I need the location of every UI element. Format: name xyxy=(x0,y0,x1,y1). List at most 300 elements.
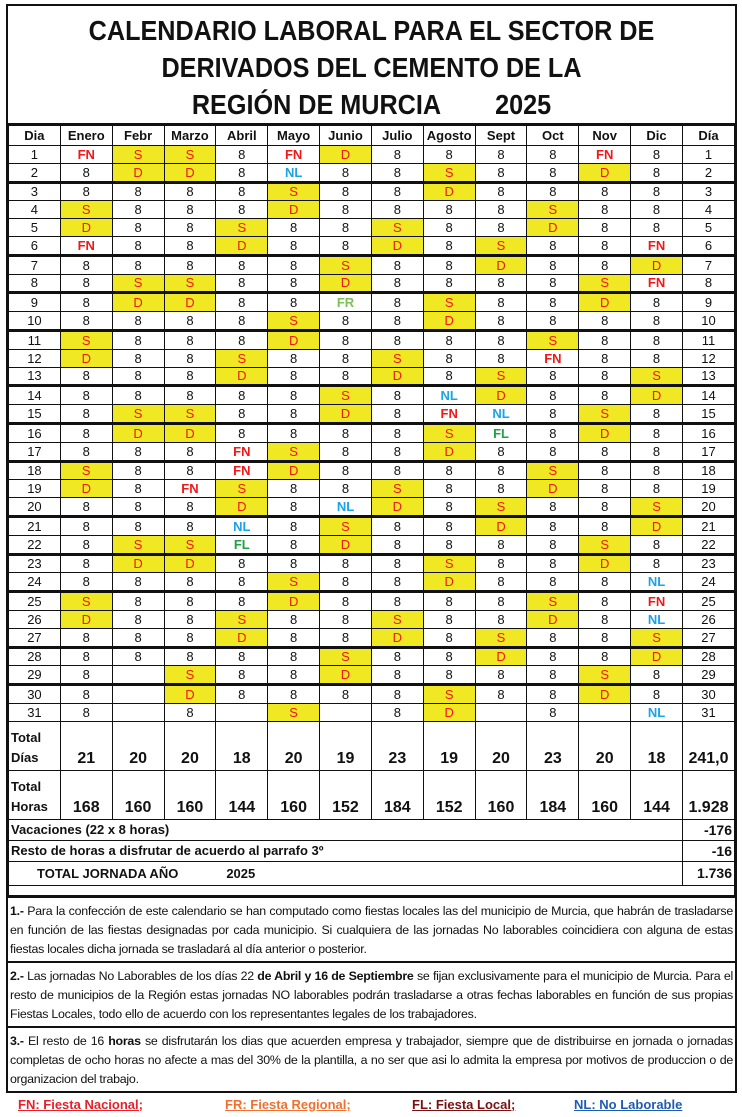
total-horas-value-grand-total: 1.928 xyxy=(682,770,734,819)
day-cell: 8 xyxy=(475,480,527,498)
day-row xyxy=(9,647,735,666)
day-cell: 8 xyxy=(112,349,164,367)
blank-row xyxy=(9,885,735,895)
day-number-right: 31 xyxy=(682,703,734,721)
day-cell: FN xyxy=(423,405,475,424)
day-number-right: 28 xyxy=(682,647,734,666)
day-cell: 8 xyxy=(216,255,268,274)
title-line-2: DERIVADOS DEL CEMENTO DE LA xyxy=(161,52,582,83)
day-cell: 8 xyxy=(268,274,320,293)
resto-label: Resto de horas a disfrutar de acuerdo al parrafo 3º xyxy=(9,840,683,861)
day-number-right: 30 xyxy=(682,685,734,704)
day-cell: D xyxy=(631,647,683,666)
column-header: Día xyxy=(682,126,734,146)
day-cell: 8 xyxy=(423,480,475,498)
day-cell: 8 xyxy=(268,647,320,666)
day-cell: 8 xyxy=(320,554,372,573)
day-number: 3 xyxy=(9,182,61,201)
total-horas-value: 168 xyxy=(60,770,112,819)
day-cell: 8 xyxy=(527,255,579,274)
day-cell: D xyxy=(320,535,372,554)
day-cell: 8 xyxy=(320,423,372,442)
day-cell: 8 xyxy=(527,442,579,461)
day-cell: S xyxy=(216,349,268,367)
day-cell: S xyxy=(216,219,268,237)
total-horas-label: Total Horas xyxy=(9,770,61,819)
column-header: Agosto xyxy=(423,126,475,146)
day-cell: 8 xyxy=(631,423,683,442)
day-cell: 8 xyxy=(112,610,164,628)
day-cell: NL xyxy=(216,516,268,535)
day-cell: 8 xyxy=(320,480,372,498)
day-cell: S xyxy=(268,703,320,721)
day-cell: 8 xyxy=(112,386,164,405)
day-cell: 8 xyxy=(268,498,320,517)
day-cell: D xyxy=(112,293,164,312)
resto-value: -16 xyxy=(682,840,734,861)
day-cell: D xyxy=(60,349,112,367)
day-cell: FL xyxy=(216,535,268,554)
day-cell: 8 xyxy=(268,685,320,704)
total-horas-value: 160 xyxy=(475,770,527,819)
day-cell: 8 xyxy=(268,386,320,405)
total-horas-value: 152 xyxy=(423,770,475,819)
day-cell: D xyxy=(631,255,683,274)
day-cell: 8 xyxy=(60,666,112,685)
day-cell: 8 xyxy=(371,516,423,535)
total-dias-value-grand-total: 241,0 xyxy=(682,721,734,770)
day-cell: 8 xyxy=(320,182,372,201)
day-cell: 8 xyxy=(423,236,475,255)
day-cell: 8 xyxy=(423,666,475,685)
vacaciones-value: -176 xyxy=(682,819,734,840)
day-cell: D xyxy=(60,480,112,498)
day-cell: 8 xyxy=(579,610,631,628)
day-cell: D xyxy=(475,647,527,666)
day-cell: D xyxy=(423,573,475,592)
day-cell: FN xyxy=(527,349,579,367)
day-row xyxy=(9,255,735,274)
day-row xyxy=(9,703,735,721)
day-number-right: 3 xyxy=(682,182,734,201)
day-cell: 8 xyxy=(60,405,112,424)
day-cell: NL xyxy=(631,703,683,721)
day-number: 26 xyxy=(9,610,61,628)
day-cell: 8 xyxy=(475,274,527,293)
day-number-right: 19 xyxy=(682,480,734,498)
day-number: 15 xyxy=(9,405,61,424)
day-row xyxy=(9,610,735,628)
day-cell: FN xyxy=(216,461,268,480)
day-cell: 8 xyxy=(475,535,527,554)
day-cell: NL xyxy=(320,498,372,517)
day-cell: S xyxy=(268,182,320,201)
title-line-1: CALENDARIO LABORAL PARA EL SECTOR DE xyxy=(88,15,655,46)
day-cell: 8 xyxy=(579,498,631,517)
day-number: 12 xyxy=(9,349,61,367)
day-cell: 8 xyxy=(164,201,216,219)
day-number: 9 xyxy=(9,293,61,312)
day-row xyxy=(9,573,735,592)
day-cell: 8 xyxy=(371,461,423,480)
day-cell: NL xyxy=(423,386,475,405)
day-cell: 8 xyxy=(579,349,631,367)
day-cell: 8 xyxy=(320,330,372,349)
day-row xyxy=(9,293,735,312)
day-row xyxy=(9,367,735,386)
day-number: 16 xyxy=(9,423,61,442)
day-cell: 8 xyxy=(423,367,475,386)
day-cell: 8 xyxy=(216,666,268,685)
day-cell: 8 xyxy=(371,573,423,592)
day-number-right: 9 xyxy=(682,293,734,312)
day-cell: 8 xyxy=(423,535,475,554)
day-cell: D xyxy=(579,293,631,312)
day-cell: 8 xyxy=(579,312,631,331)
day-cell: 8 xyxy=(371,405,423,424)
day-cell: D xyxy=(60,219,112,237)
day-cell: 8 xyxy=(579,592,631,611)
day-cell: 8 xyxy=(320,163,372,182)
day-row xyxy=(9,312,735,331)
day-cell: D xyxy=(268,592,320,611)
day-cell: 8 xyxy=(631,201,683,219)
day-cell: 8 xyxy=(527,274,579,293)
day-cell: 8 xyxy=(475,330,527,349)
day-cell: D xyxy=(112,423,164,442)
day-number-right: 14 xyxy=(682,386,734,405)
day-cell: 8 xyxy=(60,573,112,592)
day-cell: 8 xyxy=(216,573,268,592)
total-horas-value: 144 xyxy=(631,770,683,819)
day-number: 30 xyxy=(9,685,61,704)
day-cell: S xyxy=(371,219,423,237)
day-number: 19 xyxy=(9,480,61,498)
day-number-right: 23 xyxy=(682,554,734,573)
day-cell: FN xyxy=(164,480,216,498)
day-cell: 8 xyxy=(216,146,268,164)
day-number: 23 xyxy=(9,554,61,573)
day-cell: 8 xyxy=(268,554,320,573)
column-header: Sept xyxy=(475,126,527,146)
day-cell: 8 xyxy=(60,163,112,182)
day-cell: NL xyxy=(475,405,527,424)
day-cell: 8 xyxy=(216,163,268,182)
day-cell: 8 xyxy=(371,274,423,293)
day-cell: 8 xyxy=(631,146,683,164)
day-cell: D xyxy=(631,386,683,405)
day-cell: 8 xyxy=(60,255,112,274)
day-row xyxy=(9,535,735,554)
day-cell: 8 xyxy=(112,647,164,666)
day-cell: 8 xyxy=(631,182,683,201)
blank-cell xyxy=(9,885,735,895)
day-cell: 8 xyxy=(475,146,527,164)
day-cell: S xyxy=(60,330,112,349)
day-cell: 8 xyxy=(112,201,164,219)
day-cell: FN xyxy=(60,146,112,164)
day-cell: 8 xyxy=(527,703,579,721)
day-cell: 8 xyxy=(423,592,475,611)
day-cell: S xyxy=(423,293,475,312)
day-cell: 8 xyxy=(527,628,579,647)
day-number-right: 24 xyxy=(682,573,734,592)
day-cell: 8 xyxy=(371,163,423,182)
day-cell: 8 xyxy=(164,628,216,647)
column-header: Junio xyxy=(320,126,372,146)
day-cell: D xyxy=(475,255,527,274)
total-jornada-year: 2025 xyxy=(226,865,256,881)
day-cell: 8 xyxy=(527,386,579,405)
day-number: 4 xyxy=(9,201,61,219)
day-cell: 8 xyxy=(423,461,475,480)
day-cell: 8 xyxy=(320,610,372,628)
day-cell: S xyxy=(164,535,216,554)
day-cell: 8 xyxy=(475,610,527,628)
column-header: Julio xyxy=(371,126,423,146)
day-cell: 8 xyxy=(423,219,475,237)
day-cell: 8 xyxy=(216,312,268,331)
total-dias-value: 19 xyxy=(320,721,372,770)
day-number-right: 2 xyxy=(682,163,734,182)
total-horas-value: 184 xyxy=(371,770,423,819)
day-cell: 8 xyxy=(527,516,579,535)
day-cell: 8 xyxy=(320,592,372,611)
day-cell: 8 xyxy=(268,236,320,255)
day-cell: 8 xyxy=(371,312,423,331)
day-cell: 8 xyxy=(475,592,527,611)
day-number: 14 xyxy=(9,386,61,405)
day-cell: S xyxy=(268,573,320,592)
day-cell: 8 xyxy=(527,685,579,704)
day-cell: D xyxy=(371,367,423,386)
day-cell: 8 xyxy=(60,274,112,293)
day-cell: S xyxy=(320,516,372,535)
day-cell: 8 xyxy=(320,219,372,237)
day-cell: 8 xyxy=(527,666,579,685)
day-cell xyxy=(112,703,164,721)
day-row xyxy=(9,516,735,535)
day-cell: 8 xyxy=(216,330,268,349)
day-cell: 8 xyxy=(112,255,164,274)
day-cell: 8 xyxy=(475,163,527,182)
total-horas-value: 184 xyxy=(527,770,579,819)
day-cell: NL xyxy=(631,573,683,592)
day-cell: S xyxy=(371,349,423,367)
day-cell: 8 xyxy=(579,516,631,535)
header-row xyxy=(9,126,735,146)
day-cell: 8 xyxy=(631,535,683,554)
day-row xyxy=(9,219,735,237)
day-cell: 8 xyxy=(60,554,112,573)
total-jornada-label: TOTAL JORNADA AÑO xyxy=(37,865,179,881)
day-row xyxy=(9,480,735,498)
day-cell: 8 xyxy=(164,516,216,535)
day-cell: NL xyxy=(631,610,683,628)
day-cell: D xyxy=(475,516,527,535)
day-cell: 8 xyxy=(631,349,683,367)
day-cell: 8 xyxy=(579,480,631,498)
day-cell: 8 xyxy=(216,592,268,611)
day-cell: 8 xyxy=(631,685,683,704)
day-number: 1 xyxy=(9,146,61,164)
day-cell: 8 xyxy=(164,610,216,628)
day-cell: D xyxy=(320,146,372,164)
day-row xyxy=(9,461,735,480)
calendar-table xyxy=(8,125,735,896)
day-row xyxy=(9,274,735,293)
day-cell: S xyxy=(60,201,112,219)
day-cell: 8 xyxy=(475,312,527,331)
note-1: 1.- Para la confección de este calendario se han computado como fiestas locales las del municipio de Murcia, que habrán de trasladarse en función de las fiestas designadas por cada municipio. Si cualquiera de las jornadas No laborables coincidiera con alguna de estas fiestas locales dicha jornada se trasladará al día anterior o posterior. xyxy=(8,896,735,961)
day-number: 29 xyxy=(9,666,61,685)
day-number: 7 xyxy=(9,255,61,274)
day-number: 25 xyxy=(9,592,61,611)
total-dias-value: 20 xyxy=(164,721,216,770)
day-cell: 8 xyxy=(475,554,527,573)
day-cell: 8 xyxy=(527,554,579,573)
legend-fl: FL: Fiesta Local; xyxy=(412,1096,516,1112)
day-cell: D xyxy=(579,685,631,704)
day-cell: 8 xyxy=(320,201,372,219)
day-cell: 8 xyxy=(527,293,579,312)
day-cell: 8 xyxy=(371,146,423,164)
day-cell: 8 xyxy=(631,442,683,461)
day-number-right: 18 xyxy=(682,461,734,480)
day-cell: D xyxy=(423,182,475,201)
day-cell: D xyxy=(371,498,423,517)
day-cell: S xyxy=(423,163,475,182)
day-number-right: 25 xyxy=(682,592,734,611)
total-jornada-row xyxy=(9,861,735,885)
day-cell: S xyxy=(216,610,268,628)
day-cell: D xyxy=(216,236,268,255)
day-cell: 8 xyxy=(164,703,216,721)
day-cell: 8 xyxy=(216,423,268,442)
day-number-right: 21 xyxy=(682,516,734,535)
day-cell: D xyxy=(320,666,372,685)
day-cell: 8 xyxy=(579,219,631,237)
day-cell: 8 xyxy=(112,628,164,647)
day-number: 22 xyxy=(9,535,61,554)
day-cell: 8 xyxy=(60,647,112,666)
note-3: 3.- El resto de 16 horas se disfrutarán los dias que acuerden empresa y trabajador, siempre que de distribuirse en jornada o jornadas completas de ocho horas no afecte a mas del 30% de la plantilla, a no ser que asi lo admita la empresa por motivos de produccion o de organizacion del trabajo. xyxy=(8,1026,735,1091)
day-cell: D xyxy=(579,163,631,182)
day-cell: 8 xyxy=(60,442,112,461)
day-cell: 8 xyxy=(579,236,631,255)
day-cell: D xyxy=(579,423,631,442)
day-cell: 8 xyxy=(423,516,475,535)
day-cell: 8 xyxy=(423,498,475,517)
day-cell: 8 xyxy=(216,647,268,666)
day-cell xyxy=(216,703,268,721)
day-cell: FN xyxy=(631,274,683,293)
day-cell: 8 xyxy=(371,703,423,721)
day-cell: S xyxy=(112,274,164,293)
day-row xyxy=(9,163,735,182)
day-cell: 8 xyxy=(371,330,423,349)
day-cell: 8 xyxy=(216,405,268,424)
day-cell: 8 xyxy=(164,498,216,517)
day-cell: S xyxy=(112,146,164,164)
day-cell: 8 xyxy=(320,685,372,704)
day-cell: S xyxy=(423,423,475,442)
day-cell: 8 xyxy=(475,219,527,237)
calendar-frame xyxy=(6,4,737,1093)
day-row xyxy=(9,685,735,704)
title-line-3: REGIÓN DE MURCIA xyxy=(191,89,442,120)
legend xyxy=(0,1097,742,1117)
day-cell: 8 xyxy=(371,554,423,573)
day-cell: D xyxy=(216,367,268,386)
day-cell: D xyxy=(423,442,475,461)
day-cell: 8 xyxy=(268,516,320,535)
day-cell: D xyxy=(164,685,216,704)
day-cell: 8 xyxy=(320,349,372,367)
day-cell: 8 xyxy=(371,647,423,666)
day-cell: 8 xyxy=(320,367,372,386)
day-cell: 8 xyxy=(216,685,268,704)
day-cell: S xyxy=(579,405,631,424)
day-cell: 8 xyxy=(216,274,268,293)
day-cell: 8 xyxy=(423,201,475,219)
day-cell: D xyxy=(423,312,475,331)
column-header: Mayo xyxy=(268,126,320,146)
day-number-right: 20 xyxy=(682,498,734,517)
day-cell: S xyxy=(60,592,112,611)
day-cell: S xyxy=(579,535,631,554)
day-cell: D xyxy=(216,628,268,647)
legend-fr: FR: Fiesta Regional; xyxy=(225,1096,351,1112)
day-cell: 8 xyxy=(268,423,320,442)
day-number-right: 22 xyxy=(682,535,734,554)
day-cell: 8 xyxy=(579,461,631,480)
day-cell: D xyxy=(527,610,579,628)
day-cell: 8 xyxy=(164,461,216,480)
day-number: 21 xyxy=(9,516,61,535)
day-cell: 8 xyxy=(164,592,216,611)
total-dias-value: 21 xyxy=(60,721,112,770)
day-cell: 8 xyxy=(423,349,475,367)
day-cell: S xyxy=(164,405,216,424)
day-cell: 8 xyxy=(320,461,372,480)
column-header: Marzo xyxy=(164,126,216,146)
day-cell: S xyxy=(268,442,320,461)
day-cell: 8 xyxy=(423,610,475,628)
day-cell: 8 xyxy=(527,423,579,442)
day-cell: S xyxy=(216,480,268,498)
day-cell: D xyxy=(216,498,268,517)
day-cell: 8 xyxy=(631,312,683,331)
day-row xyxy=(9,349,735,367)
day-number-right: 8 xyxy=(682,274,734,293)
day-cell: D xyxy=(579,554,631,573)
day-number: 10 xyxy=(9,312,61,331)
day-cell: D xyxy=(423,703,475,721)
day-cell: D xyxy=(527,219,579,237)
day-cell: 8 xyxy=(112,516,164,535)
day-cell: S xyxy=(631,367,683,386)
day-cell: 8 xyxy=(60,628,112,647)
day-cell: 8 xyxy=(60,312,112,331)
day-cell: S xyxy=(475,498,527,517)
day-cell: S xyxy=(164,666,216,685)
day-cell: 8 xyxy=(320,236,372,255)
day-cell: S xyxy=(423,685,475,704)
day-cell: D xyxy=(320,405,372,424)
day-cell: 8 xyxy=(112,312,164,331)
day-cell: 8 xyxy=(268,255,320,274)
